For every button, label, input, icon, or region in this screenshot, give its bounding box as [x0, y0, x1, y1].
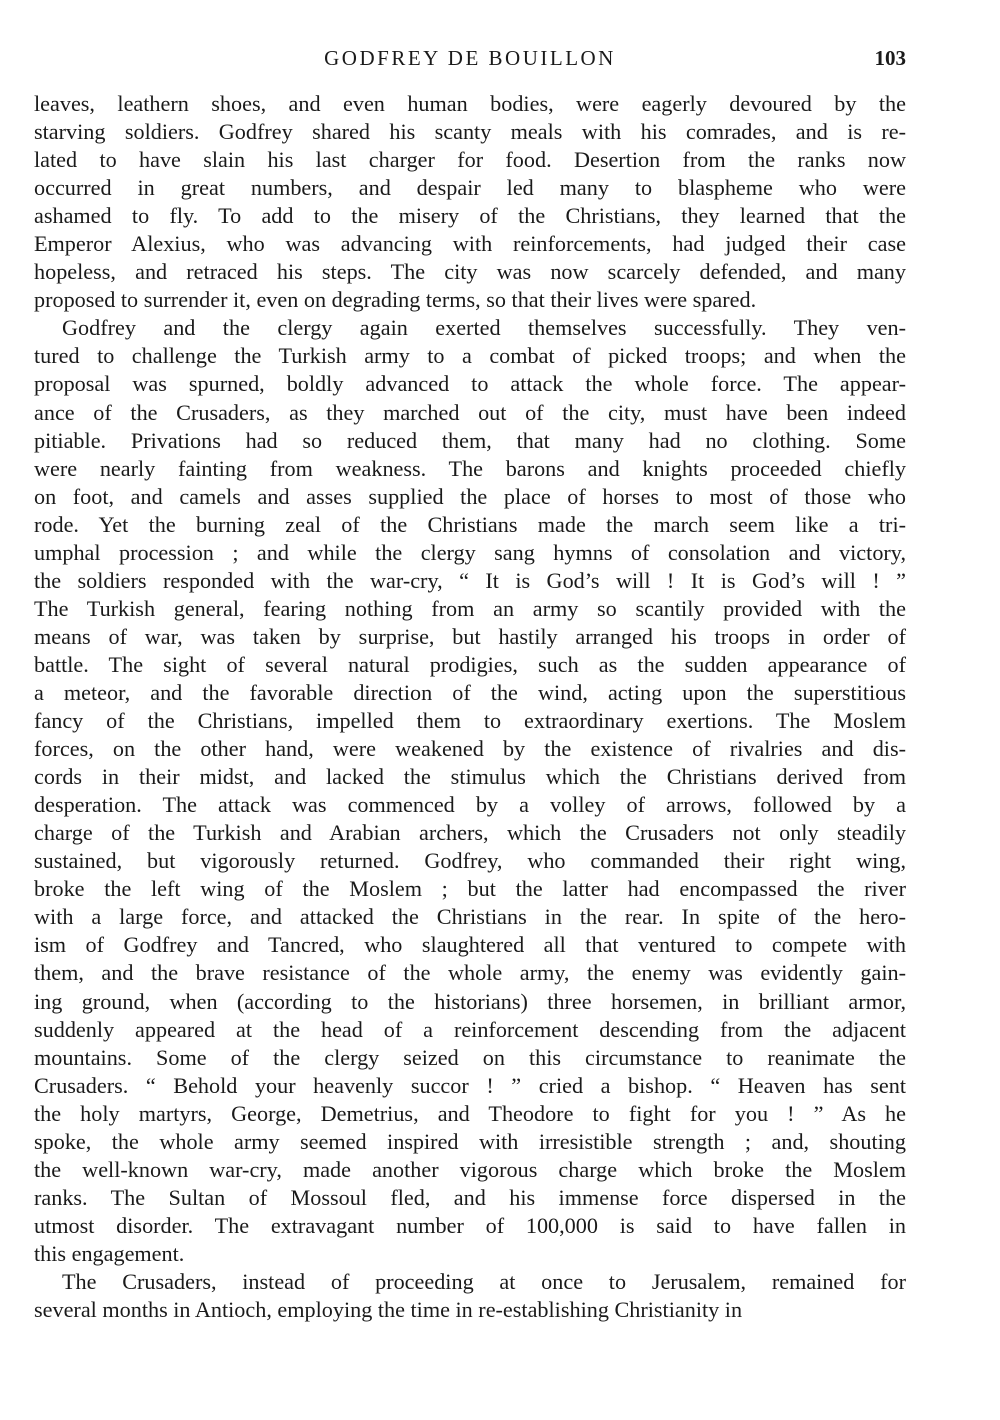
text-line: occurred in great numbers, and despair led many to blaspheme who were: [34, 175, 906, 201]
text-line: tured to challenge the Turkish army to a combat of picked troops; and when the: [34, 343, 906, 369]
text-line: The Turkish general, fearing nothing from an army so scantily provided with the: [34, 595, 906, 621]
text-line: the well-known war-cry, made another vigorous charge which broke the Moslem: [34, 1156, 906, 1182]
text-line: the holy martyrs, George, Demetrius, and Theodore to fight for you ! ” As he: [34, 1100, 906, 1126]
text-line: ism of Godfrey and Tancred, who slaughtered all that ventured to compete with: [34, 932, 906, 958]
text-line: utmost disorder. The extravagant number of 100,000 is said to have fallen in: [34, 1212, 906, 1238]
text-line: forces, on the other hand, were weakened by the existence of rivalries and dis-: [34, 736, 906, 762]
text-line: pitiable. Privations had so reduced them, that many had no clothing. Some: [34, 427, 906, 453]
text-line: proposed to surrender it, even on degrading terms, so that their lives were spared.: [34, 287, 757, 313]
text-line: the soldiers responded with the war-cry, “ It is God’s will ! It is God’s will ! ”: [34, 567, 906, 593]
text-line: cords in their midst, and lacked the stimulus which the Christians derived from: [34, 764, 906, 790]
text-line: this engagement.: [34, 1240, 185, 1266]
text-line: a meteor, and the favorable direction of the wind, acting upon the superstitious: [34, 679, 906, 705]
paragraph: [34, 1268, 906, 1324]
text-line: starving soldiers. Godfrey shared his scanty meals with his comrades, and is re-: [34, 119, 906, 145]
text-line: suddenly appeared at the head of a reinforcement descending from the adjacent: [34, 1016, 906, 1042]
text-line: Emperor Alexius, who was advancing with reinforcements, had judged their case: [34, 231, 906, 257]
text-line: several months in Antioch, employing the time in re-establishing Christianity in: [34, 1297, 743, 1323]
text-line: ance of the Crusaders, as they marched out of the city, must have been indeed: [34, 399, 906, 425]
text-line: fancy of the Christians, impelled them to extraordinary exertions. The Moslem: [34, 708, 906, 734]
text-line: with a large force, and attacked the Christians in the rear. In spite of the hero-: [34, 904, 906, 930]
text-line: mountains. Some of the clergy seized on this circumstance to reanimate the: [34, 1044, 906, 1070]
text-line: means of war, was taken by surprise, but hastily arranged his troops in order of: [34, 623, 906, 649]
text-line: ashamed to fly. To add to the misery of the Christians, they learned that the: [34, 203, 906, 229]
text-line: lated to have slain his last charger for food. Desertion from the ranks now: [34, 147, 906, 173]
text-line: them, and the brave resistance of the whole army, the enemy was evidently gain-: [34, 960, 906, 986]
text-line: umphal procession ; and while the clergy sang hymns of consolation and victory,: [34, 539, 906, 565]
text-line: hopeless, and retraced his steps. The city was now scarcely defended, and many: [34, 259, 906, 285]
text-line: The Crusaders, instead of proceeding at once to Jerusalem, remained for: [62, 1268, 906, 1294]
text-body: [34, 90, 906, 1324]
text-line: leaves, leathern shoes, and even human bodies, were eagerly devoured by the: [34, 91, 906, 116]
paragraph: [34, 314, 906, 1268]
text-line: rode. Yet the burning zeal of the Christians made the march seem like a tri-: [34, 511, 906, 537]
text-line: Godfrey and the clergy again exerted themselves successfully. They ven-: [62, 315, 906, 341]
text-line: charge of the Turkish and Arabian archers, which the Crusaders not only steadily: [34, 820, 906, 846]
running-head: GODFREY DE BOUILLON: [324, 46, 616, 70]
text-line: Crusaders. “ Behold your heavenly succor ! ” cried a bishop. “ Heaven has sent: [34, 1072, 906, 1098]
text-line: ing ground, when (according to the historians) three horsemen, in brilliant armor,: [34, 988, 906, 1014]
text-line: battle. The sight of several natural prodigies, such as the sudden appearance of: [34, 651, 906, 677]
text-line: were nearly fainting from weakness. The barons and knights proceeded chiefly: [34, 455, 906, 481]
text-line: sustained, but vigorously returned. Godfrey, who commanded their right wing,: [34, 848, 906, 874]
text-line: desperation. The attack was commenced by a volley of arrows, followed by a: [34, 792, 906, 818]
text-line: proposal was spurned, boldly advanced to attack the whole force. The appear-: [34, 371, 906, 397]
text-line: ranks. The Sultan of Mossoul fled, and his immense force dispersed in the: [34, 1184, 906, 1210]
text-line: on foot, and camels and asses supplied the place of horses to most of those who: [34, 483, 906, 509]
text-line: broke the left wing of the Moslem ; but the latter had encompassed the river: [34, 876, 906, 902]
page-number: 103: [874, 46, 906, 70]
page-header: [34, 40, 906, 76]
text-line: spoke, the whole army seemed inspired with irresistible strength ; and, shouting: [34, 1128, 906, 1154]
paragraph: [34, 90, 906, 314]
